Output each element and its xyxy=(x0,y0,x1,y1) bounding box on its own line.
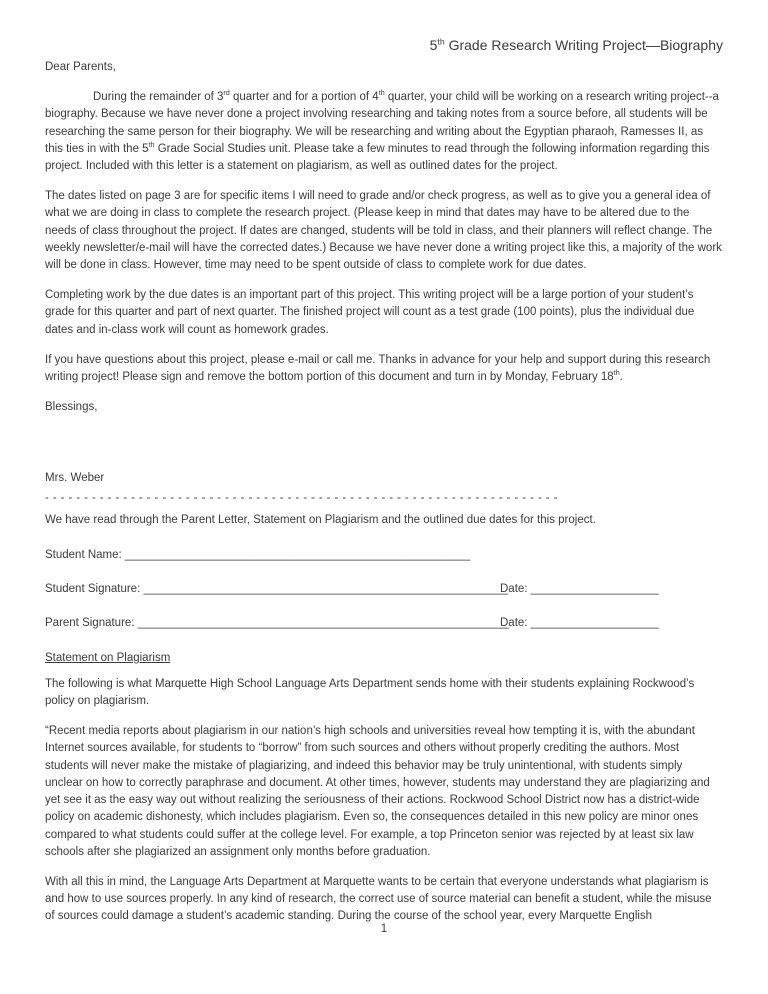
paragraph-questions-text: If you have questions about this project, please e-mail or call me. Thanks in advance for your help and support during this research writing project! Please sign and remove the bottom portion of this document and turn in by Monday, February 18 xyxy=(45,353,711,384)
parent-signature-line: Parent Signature: __________________________________________________________ xyxy=(45,617,509,630)
paragraph-intro-text: quarter, your child will be working on a research writing project--a biography. Because we have never done a project involving researching and taking notes from a source before, all students will be researching the same person for their biography. We will be researching and writing about the Egyptian pharaoh, Ramesses II, as this ties in with the 5 xyxy=(45,91,719,155)
statement-quote-paragraph: “Recent media reports about plagiarism in our nation’s high schools and universities reveal how tempting it is, with the abundant Internet sources available, for students to “borrow” from such sources and others without properly crediting the authors. Most students will never make the mistake of plagiarizing, and indeed this behavior may be truly unintentional, with students simply unclear on how to correctly paraphrase and document. At other times, however, students may understand they are plagiarizing and yet see it as the easy way out without realizing the seriousness of their actions. Rockwood School District now has a district-wide policy on academic dishonesty, which includes plagiarism. Even so, the consequences detailed in this new policy are minor ones compared to what students could suffer at the college level. For example, a top Princeton senior was rejected by at least six law schools after she plagiarized an assignment only months before graduation. xyxy=(45,725,710,858)
ordinal-suffix-th: th xyxy=(613,369,620,378)
paragraph-questions xyxy=(45,352,723,386)
student-name-line: Student Name: ______________________________________________________ xyxy=(45,549,471,562)
ordinal-suffix-rd: rd xyxy=(223,89,230,98)
statement-intro-paragraph: The following is what Marquette High School Language Arts Department sends home with their students explaining Rockwood’s policy on plagiarism. xyxy=(45,677,695,708)
title-text: 5 xyxy=(429,37,438,53)
student-signature-date-line: Date: ____________________ xyxy=(500,583,659,596)
paragraph-intro-text: quarter and for a portion of 4 xyxy=(229,91,379,104)
document-title xyxy=(45,36,723,54)
paragraph-intro-text: During the remainder of 3 xyxy=(93,91,224,104)
title-text-rest: Grade Research Writing Project—Biography xyxy=(444,37,723,53)
acknowledgement-text: We have read through the Parent Letter, Statement on Plagiarism and the outlined due dates for this project. xyxy=(45,513,596,526)
student-name-row xyxy=(45,547,723,564)
statement-heading: Statement on Plagiarism xyxy=(45,651,171,664)
student-signature-line: Student Signature: _________________________________________________________ xyxy=(45,583,509,596)
paragraph-intro xyxy=(45,89,723,175)
paragraph-intro-text: Grade Social Studies unit. Please take a few minutes to read through the following information regarding this project. Included with this letter is a statement on plagiarism, as well as outlined dates for the project. xyxy=(45,142,710,173)
closing-blessings: Blessings, xyxy=(45,401,98,414)
tear-off-line: - - - - - - - - - - - - - - - - - - - - - - - - - - - - - - - - - - - - - - - - - - - - - - - - - - - - - - - - - - - - - - - - - - xyxy=(45,491,558,504)
parent-signature-row xyxy=(45,615,723,632)
ordinal-suffix-th: th xyxy=(148,140,155,149)
title-ordinal-suffix: th xyxy=(437,36,445,47)
teacher-signature: Mrs. Weber xyxy=(45,472,105,485)
statement-closing-paragraph: With all this in mind, the Language Arts Department at Marquette wants to be certain that everyone understands what plagiarism is and how to use sources properly. In any kind of research, the correct use of source material can benefit a student, while the misuse of sources could damage a student’s academic standing. During the course of the school year, every Marquette English xyxy=(45,875,712,923)
ordinal-suffix-th: th xyxy=(378,89,385,98)
paragraph-dates: The dates listed on page 3 are for specific items I will need to grade and/or check progress, as well as to give you a general idea of what we are doing in class to complete the research project. (Please keep in mind that dates may have to be altered due to the needs of class throughout the project. If dates are changed, students will be told in class, and their planners will reflect change. The weekly newsletter/e-mail will have the corrected dates.) Because we have never done a writing project like this, a majority of the work will be done in class. However, time may need to be spent outside of class to complete work for due dates. xyxy=(45,190,722,272)
student-signature-row xyxy=(45,581,723,598)
paragraph-grading: Completing work by the due dates is an important part of this project. This writing project will be a large portion of your student’s grade for this quarter and part of next quarter. The finished project will count as a test grade (100 points), plus the individual due dates and in-class work will count as homework grades. xyxy=(45,289,695,336)
page-number: 1 xyxy=(380,922,388,935)
parent-signature-date-line: Date: ____________________ xyxy=(500,617,659,630)
paragraph-questions-text: . xyxy=(619,371,623,384)
salutation: Dear Parents, xyxy=(45,61,116,73)
